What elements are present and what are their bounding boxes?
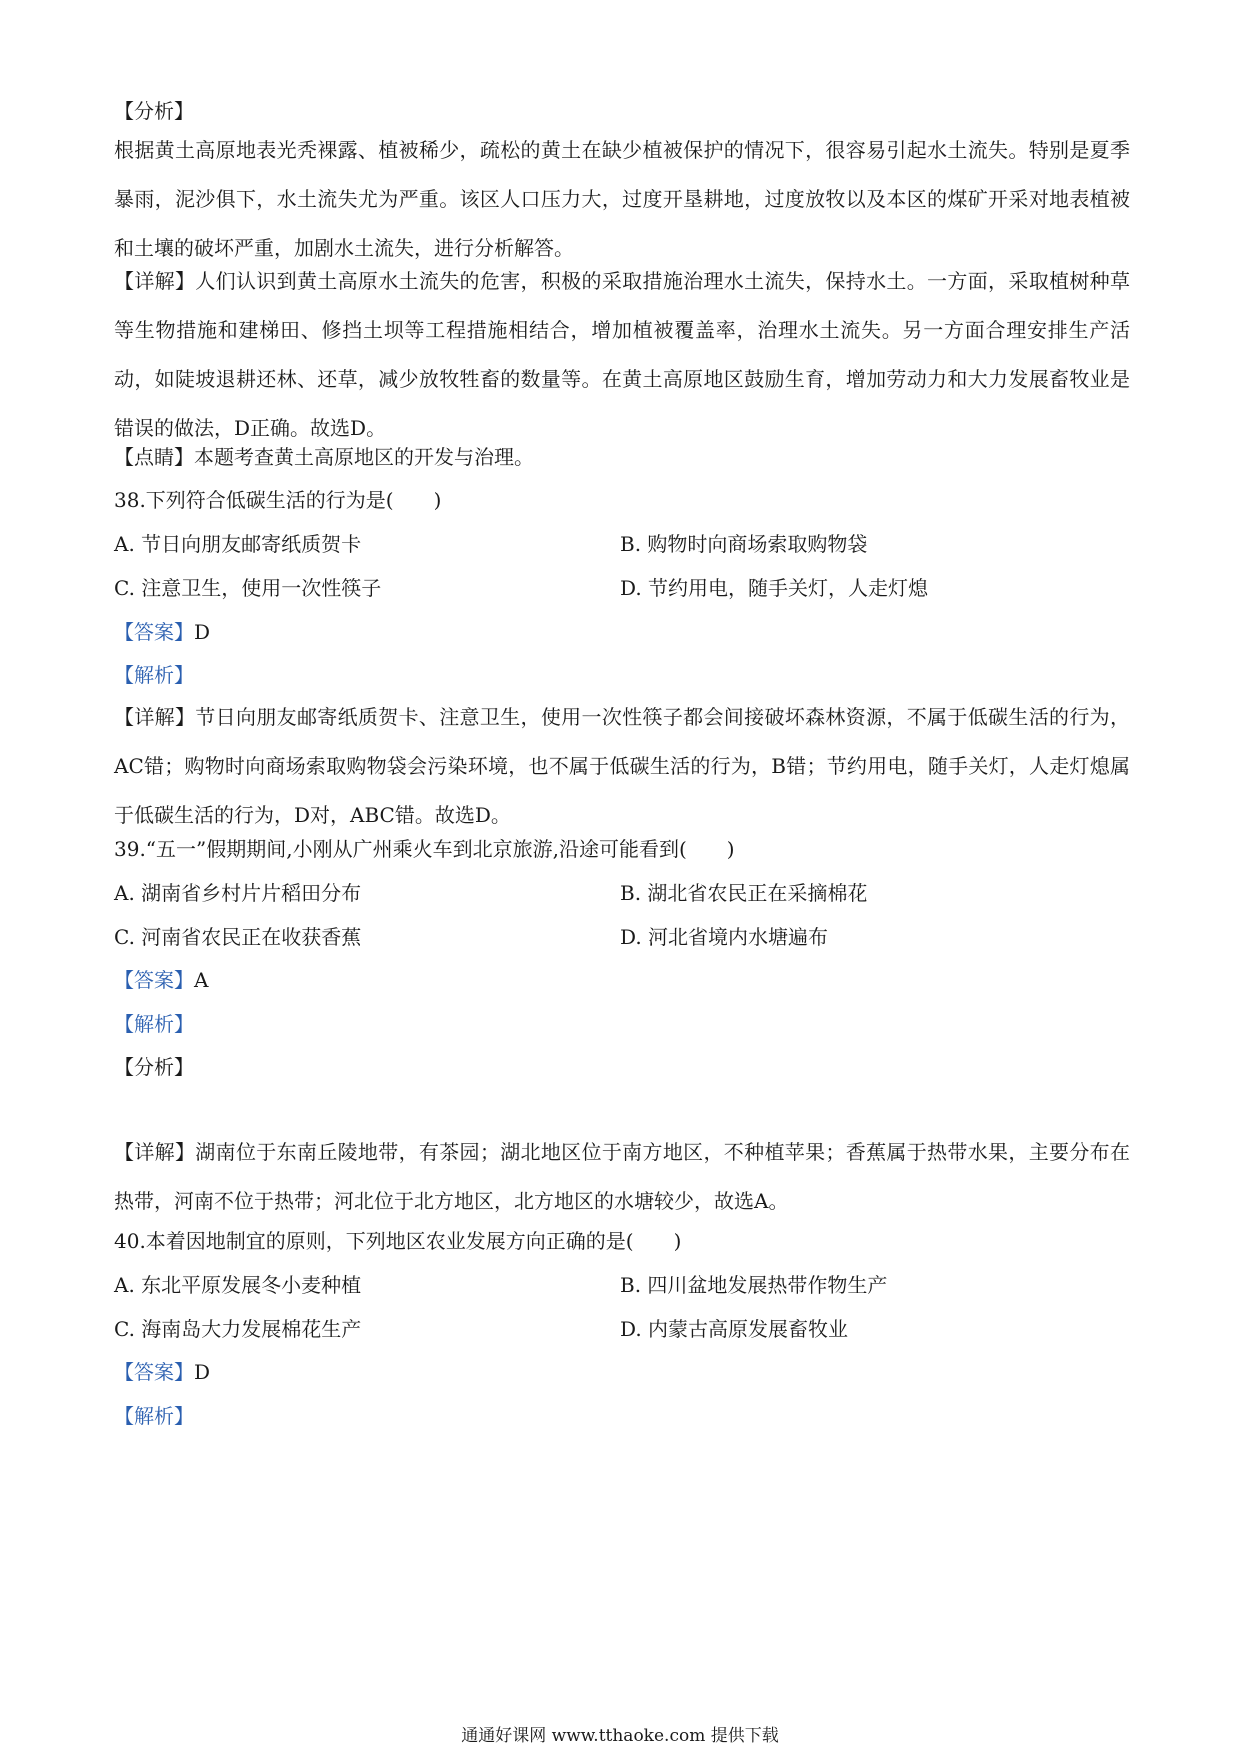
question-38-stem: 38.下列符合低碳生活的行为是( ) (114, 488, 442, 512)
answer-label: 【答案】 (114, 968, 194, 992)
question-39-option-b: B. 湖北省农民正在采摘棉花 (620, 881, 868, 905)
analysis-paragraph: 根据黄土高原地表光秃裸露、植被稀少，疏松的黄土在缺少植被保护的情况下，很容易引起水土流失。特别是夏季暴雨，泥沙俱下，水土流失尤为严重。该区人口压力大，过度开垦耕地，过度放牧以及本区的煤矿开采对地表植被和土壤的破坏严重，加剧水土流失，进行分析解答。 (114, 138, 1130, 260)
question-40-option-b: B. 四川盆地发展热带作物生产 (620, 1273, 888, 1297)
question-40-stem: 40.本着因地制宜的原则，下列地区农业发展方向正确的是( ) (114, 1229, 682, 1253)
question-38-option-a: A. 节日向朋友邮寄纸质贺卡 (114, 532, 362, 556)
question-39-option-a: A. 湖南省乡村片片稻田分布 (114, 881, 362, 905)
question-38-option-d: D. 节约用电，随手关灯，人走灯熄 (620, 576, 929, 600)
question-39-option-d: D. 河北省境内水塘遍布 (620, 925, 829, 949)
question-38-answer (114, 618, 1130, 646)
question-40-option-a: A. 东北平原发展冬小麦种植 (114, 1273, 362, 1297)
answer-label: 【答案】 (114, 1360, 194, 1384)
tip-paragraph: 【点睛】本题考查黄土高原地区的开发与治理。 (114, 445, 534, 469)
analysis-heading: 【分析】 (114, 99, 194, 123)
question-39-detail: 【详解】湖南位于东南丘陵地带，有茶园；湖北地区位于南方地区，不种植苹果；香蕉属于热带水果，主要分布在热带，河南不位于热带；河北位于北方地区，北方地区的水塘较少，故选A。 (114, 1140, 1130, 1213)
question-40-answer (114, 1358, 1130, 1386)
question-39-fenxi: 【分析】 (114, 1055, 194, 1079)
detail-paragraph: 【详解】人们认识到黄土高原水土流失的危害，积极的采取措施治理水土流失，保持水土。一方面，采取植树种草等生物措施和建梯田、修挡土坝等工程措施相结合，增加植被覆盖率，治理水土流失。另一方面合理安排生产活动，如陡坡退耕还林、还草，减少放牧牲畜的数量等。在黄土高原地区鼓励生育，增加劳动力和大力发展畜牧业是错误的做法，D正确。故选D。 (114, 269, 1130, 440)
question-39-answer (114, 966, 1130, 994)
question-40-option-c: C. 海南岛大力发展棉花生产 (114, 1317, 362, 1341)
question-39-option-c: C. 河南省农民正在收获香蕉 (114, 925, 362, 949)
question-38-option-c: C. 注意卫生，使用一次性筷子 (114, 576, 382, 600)
question-40-analysis-label: 【解析】 (114, 1404, 194, 1428)
question-40-option-d: D. 内蒙古高原发展畜牧业 (620, 1317, 849, 1341)
question-39-analysis-label: 【解析】 (114, 1012, 194, 1036)
answer-value: A (194, 968, 209, 992)
question-38-option-b: B. 购物时向商场索取购物袋 (620, 532, 868, 556)
answer-value: D (194, 620, 211, 644)
answer-label: 【答案】 (114, 620, 194, 644)
page-footer: 通通好课网 www.tthaoke.com 提供下载 (461, 1726, 779, 1746)
question-39-stem: 39.“五一”假期期间,小刚从广州乘火车到北京旅游,沿途可能看到( ) (114, 837, 735, 861)
question-38-analysis-label: 【解析】 (114, 663, 194, 687)
question-38-detail: 【详解】节日向朋友邮寄纸质贺卡、注意卫生，使用一次性筷子都会间接破坏森林资源，不属于低碳生活的行为，AC错；购物时向商场索取购物袋会污染环境，也不属于低碳生活的行为，B错；节约用电，随手关灯，人走灯熄属于低碳生活的行为，D对，ABC错。故选D。 (114, 705, 1130, 827)
answer-value: D (194, 1360, 211, 1384)
